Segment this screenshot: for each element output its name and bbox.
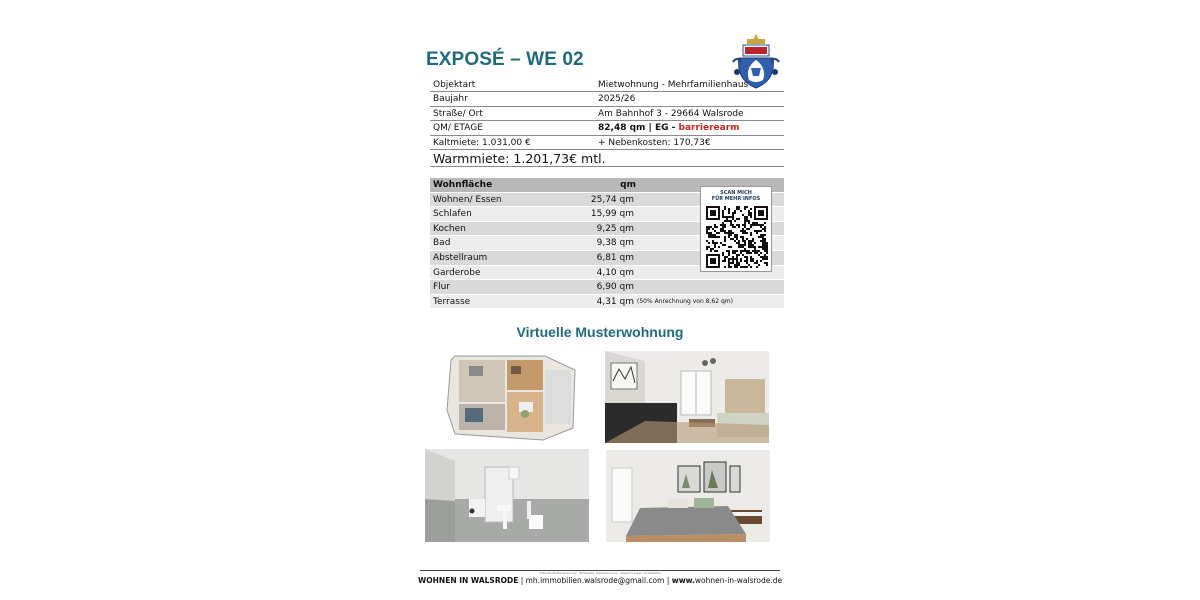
info-label: Objektart xyxy=(433,80,476,90)
info-value: Mietwohnung - Mehrfamilienhaus xyxy=(598,80,749,90)
footer-email[interactable]: mh.immobilien.walsrode@gmail.com xyxy=(525,576,665,585)
info-value: Am Bahnhof 3 - 29664 Walsrode xyxy=(598,108,744,119)
qr-code[interactable] xyxy=(700,186,772,272)
info-label: Straße/ Ort xyxy=(433,108,483,119)
info-row xyxy=(430,121,784,135)
room-size: 6,90 qm xyxy=(596,282,634,293)
room-size: 15,99 qm xyxy=(590,209,634,220)
footer-contact xyxy=(418,576,782,585)
expose-page xyxy=(418,0,788,600)
room-size: 9,25 qm xyxy=(596,223,634,234)
footer-web-domain: wohnen-in-walsrode.de xyxy=(694,576,783,585)
room-name: Terrasse xyxy=(433,296,471,307)
terrace-note: (50% Anrechnung von 8,62 qm) xyxy=(637,297,733,305)
area-row xyxy=(430,295,784,310)
footer-website[interactable] xyxy=(672,576,782,585)
info-row xyxy=(430,136,784,150)
room-name: Schlafen xyxy=(433,209,472,220)
qr-caption-1: SCAN MICH xyxy=(720,190,752,196)
area-header-label: Wohnfläche xyxy=(433,180,493,190)
property-info-table xyxy=(430,78,784,167)
room-name: Bad xyxy=(433,238,451,249)
room-name: Kochen xyxy=(433,223,466,234)
section-title: Virtuelle Musterwohnung xyxy=(516,324,684,340)
footer-web-prefix: www. xyxy=(671,576,695,585)
room-name: Wohnen/ Essen xyxy=(433,194,502,205)
size-floor: 82,48 qm | EG - xyxy=(598,123,679,134)
bathroom-image xyxy=(425,449,589,542)
room-name: Flur xyxy=(433,282,451,293)
info-row xyxy=(430,107,784,121)
info-value: 2025/26 xyxy=(598,94,636,105)
accessibility-badge: barrierearm xyxy=(678,123,740,134)
area-header-unit: qm xyxy=(620,180,636,190)
qr-caption-2: FÜR MEHR INFOS xyxy=(711,196,761,202)
room-size: 4,31 qm xyxy=(596,296,634,307)
info-row xyxy=(430,78,784,92)
info-row xyxy=(430,92,784,106)
area-row xyxy=(430,280,784,295)
room-name: Abstellraum xyxy=(433,252,488,263)
bedroom-image xyxy=(606,450,770,542)
info-label: Baujahr xyxy=(433,94,468,105)
floorplan-image xyxy=(425,350,589,442)
warm-rent: Warmmiete: 1.201,73€ mtl. xyxy=(433,150,606,166)
page-title: EXPOSÉ – WE 02 xyxy=(426,49,584,70)
qr-code-icon xyxy=(706,206,768,268)
info-value: + Nebenkosten: 170,73€ xyxy=(598,137,711,148)
footer-separator: | xyxy=(520,576,524,585)
footer-brand: WOHNEN IN WALSRODE xyxy=(418,576,519,585)
info-value xyxy=(598,121,740,135)
living-room-image xyxy=(605,351,769,443)
room-size: 6,81 qm xyxy=(596,252,634,263)
footer-small-print: Virtuelle Musterwohnung · Bildquelle: Visualisierung · Abweichungen vorbehalten xyxy=(538,571,662,575)
room-size: 9,38 qm xyxy=(596,238,634,249)
info-label: Kaltmiete: 1.031,00 € xyxy=(433,137,531,148)
room-name: Garderobe xyxy=(433,267,481,278)
warm-rent-row xyxy=(430,150,784,167)
footer-separator: | xyxy=(666,576,670,585)
room-size: 25,74 qm xyxy=(590,194,634,205)
info-label: QM/ ETAGE xyxy=(433,123,483,134)
room-size: 4,10 qm xyxy=(596,267,634,278)
